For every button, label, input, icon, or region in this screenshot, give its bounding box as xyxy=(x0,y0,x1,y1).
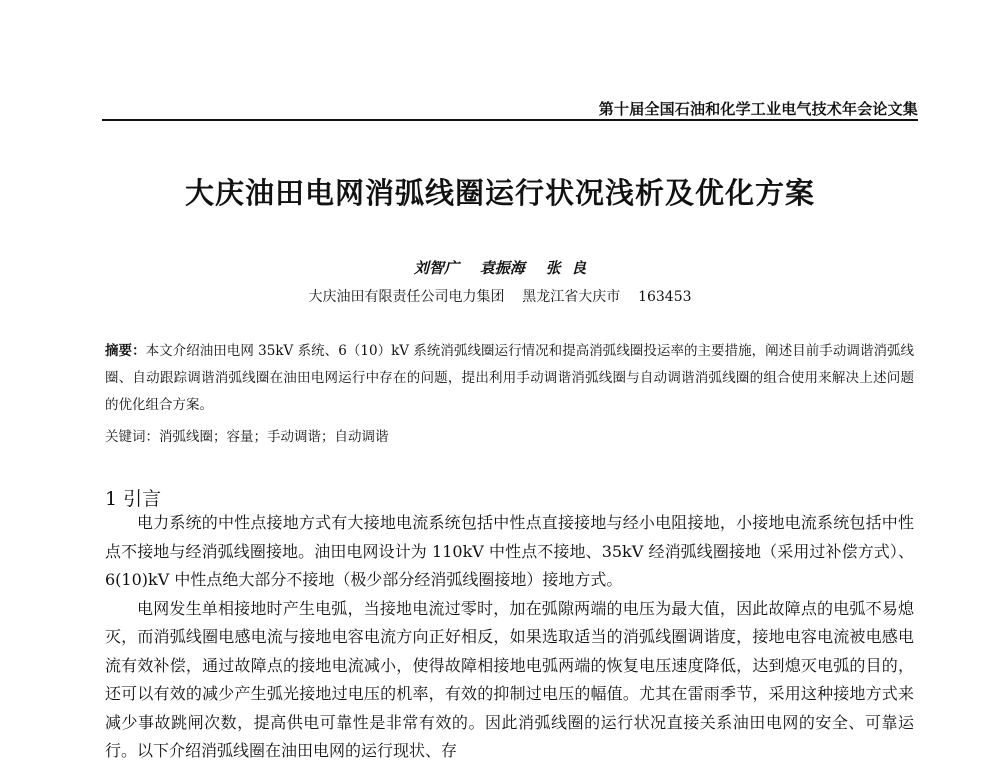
keywords-text: 消弧线圈；容量；手动调谐；自动调谐 xyxy=(159,429,389,445)
keywords-label: 关键词： xyxy=(105,429,159,445)
section-body xyxy=(105,509,914,766)
section-heading: 1 引言 xyxy=(105,488,162,510)
paragraph: 电力系统的中性点接地方式有大接地电流系统包括中性点直接接地与经小电阻接地，小接地电流系统包括中性点不接地与经消弧线圈接地。油田电网设计为 110kV 中性点不接地、35kV 经消弧线圈接地（采用过补偿方式）、6(10)kV 中性点绝大部分不接地（极少部分经消弧线圈接地）接地方式。 xyxy=(105,513,914,589)
abstract-label: 摘要： xyxy=(105,343,146,359)
paragraph: 电网发生单相接地时产生电弧，当接地电流过零时，加在弧隙两端的电压为最大值，因此故障点的电弧不易熄灭，而消弧线圈电感电流与接地电容电流方向正好相反，如果选取适当的消弧线圈调谐度，接地电容电流被电感电流有效补偿，通过故障点的接地电流减小，使得故障相接地电弧两端的恢复电压速度降低，达到熄灭电弧的目的，还可以有效的减少产生弧光接地过电压的机率，有效的抑制过电压的幅值。尤其在雷雨季节，采用这种接地方式来减少事故跳闸次数，提高供电可靠性是非常有效的。因此消弧线圈的运行状况直接关系油田电网的安全、可靠运行。以下介绍消弧线圈在油田电网的运行现状、存 xyxy=(105,598,914,760)
running-header: 第十届全国石油和化学工业电气技术年会论文集 xyxy=(598,100,918,118)
abstract xyxy=(105,338,914,419)
keywords xyxy=(105,425,389,445)
header-rule xyxy=(102,119,918,121)
abstract-text: 本文介绍油田电网 35kV 系统、6（10）kV 系统消弧线圈运行情况和提高消弧线圈投运率的主要措施，阐述目前手动调谐消弧线圈、自动跟踪调谐消弧线圈在油田电网运行中存在的问题，提出利用手动调谐消弧线圈与自动调谐消弧线圈的组合使用来解决上述问题的优化组合方案。 xyxy=(105,343,915,413)
authors: 刘智广 袁振海 张 良 xyxy=(413,259,587,277)
affiliation: 大庆油田有限责任公司电力集团 黑龙江省大庆市 163453 xyxy=(308,289,692,305)
paper-title: 大庆油田电网消弧线圈运行状况浅析及优化方案 xyxy=(184,176,815,211)
